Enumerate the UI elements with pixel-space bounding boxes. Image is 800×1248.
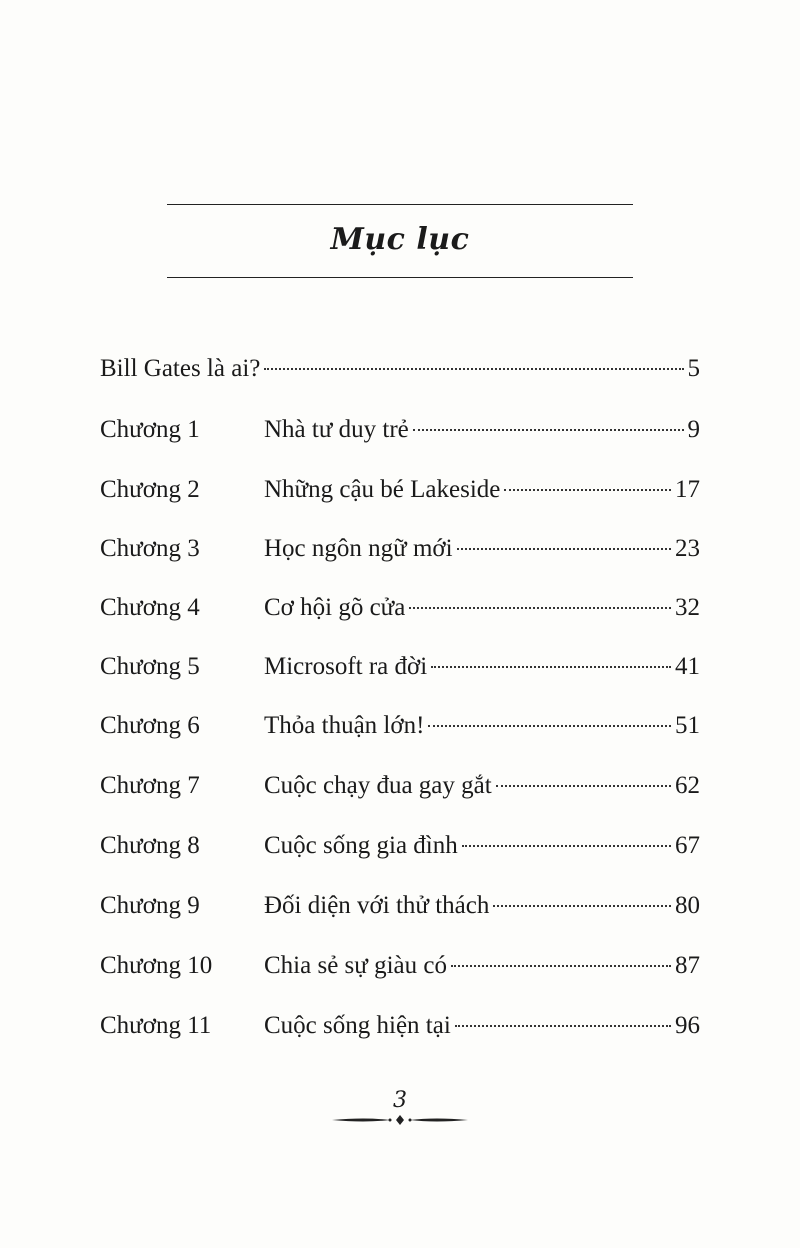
toc-entry-page: 80 (675, 892, 700, 919)
toc-leader-dots (451, 965, 671, 967)
toc-entry-page: 51 (675, 712, 700, 739)
toc-entry-page: 23 (675, 535, 700, 562)
toc-entry-chapter: Chương 1 (100, 416, 200, 443)
toc-entry-page: 32 (675, 594, 700, 621)
toc-entry-title: Học ngôn ngữ mới (264, 535, 453, 562)
toc-entry-title: Thỏa thuận lớn! (264, 712, 425, 739)
toc-entry-title: Những cậu bé Lakeside (264, 476, 501, 503)
toc-entry-title: Cơ hội gõ cửa (264, 594, 406, 621)
toc-entry-chapter: Chương 11 (100, 1012, 212, 1039)
toc-entry-chapter-5 (100, 647, 700, 687)
toc-entry-chapter: Chương 4 (100, 594, 200, 621)
toc-leader-dots (462, 845, 671, 847)
toc-entry-title: Chia sẻ sự giàu có (264, 952, 447, 979)
toc-leader-dots (428, 725, 671, 727)
toc-entry-page: 96 (675, 1012, 700, 1039)
title-rule-top (167, 204, 633, 205)
toc-entry-chapter-8 (100, 826, 700, 866)
toc-entry-page: 17 (675, 476, 700, 503)
toc-leader-dots (413, 429, 684, 431)
page-number: 3 (393, 1088, 407, 1113)
toc-entry-page: 5 (687, 355, 700, 382)
toc-entry-intro (100, 349, 700, 389)
toc-entry-chapter-2 (100, 470, 700, 510)
toc-entry-page: 67 (675, 832, 700, 859)
toc-entry-chapter: Chương 7 (100, 772, 200, 799)
toc-entry-page: 87 (675, 952, 700, 979)
flourish-divider-icon (330, 1112, 470, 1128)
toc-entry-chapter: Chương 3 (100, 535, 200, 562)
page-title: Mục lục (330, 222, 470, 257)
toc-entry-title: Microsoft ra đời (264, 653, 428, 680)
toc-entry-chapter-3 (100, 529, 700, 569)
toc-entry-title: Nhà tư duy trẻ (264, 416, 409, 443)
toc-leader-dots (409, 607, 671, 609)
toc-entry-chapter: Chương 2 (100, 476, 200, 503)
toc-leader-dots (457, 548, 671, 550)
toc-entry-chapter: Chương 6 (100, 712, 200, 739)
toc-entry-page: 9 (687, 416, 700, 443)
toc-entry-chapter-1 (100, 410, 700, 450)
toc-leader-dots (431, 666, 671, 668)
toc-leader-dots (455, 1025, 671, 1027)
toc-entry-title: Cuộc sống gia đình (264, 832, 458, 859)
toc-entry-page: 62 (675, 772, 700, 799)
toc-leader-dots (496, 785, 671, 787)
title-rule-bottom (167, 277, 633, 278)
toc-leader-dots (264, 368, 683, 370)
toc-entry-chapter: Chương 10 (100, 952, 213, 979)
toc-entry-title: Cuộc chạy đua gay gắt (264, 772, 492, 799)
toc-entry-chapter: Chương 8 (100, 832, 200, 859)
toc-entry-chapter-4 (100, 588, 700, 628)
toc-entry-chapter-6 (100, 706, 700, 746)
toc-leader-dots (493, 905, 671, 907)
toc-entry-chapter-11 (100, 1006, 700, 1046)
toc-entry-title: Cuộc sống hiện tại (264, 1012, 451, 1039)
toc-entry-page: 41 (675, 653, 700, 680)
toc-entry-chapter-7 (100, 766, 700, 806)
toc-entry-title: Bill Gates là ai? (100, 355, 261, 382)
toc-entry-chapter: Chương 5 (100, 653, 200, 680)
toc-entry-chapter-10 (100, 946, 700, 986)
toc-entry-chapter: Chương 9 (100, 892, 200, 919)
toc-entry-title: Đối diện với thử thách (264, 892, 490, 919)
toc-leader-dots (504, 489, 671, 491)
toc-entry-chapter-9 (100, 886, 700, 926)
